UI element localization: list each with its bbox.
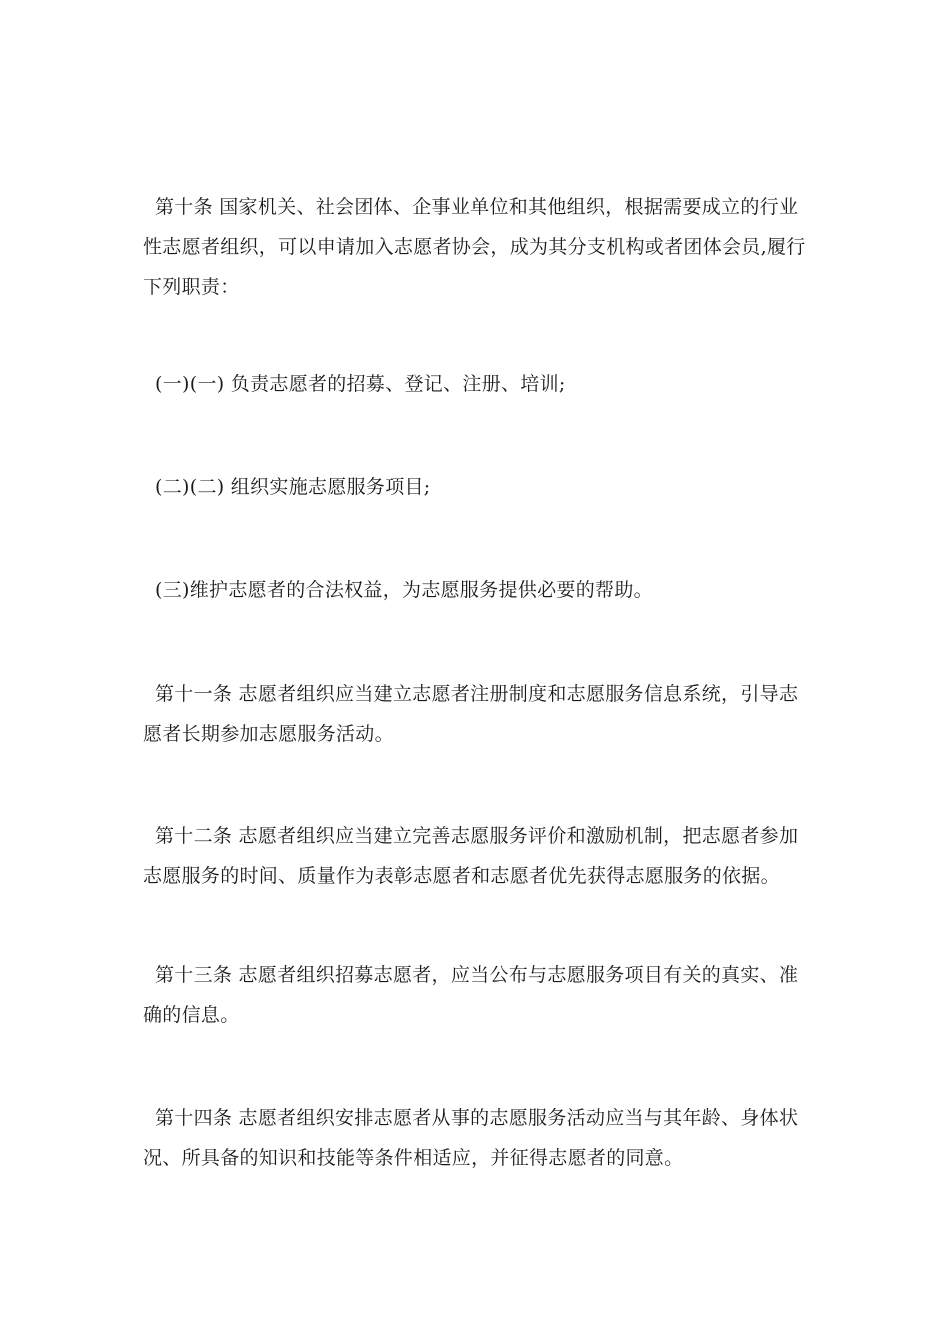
article-13-paragraph: 第十三条 志愿者组织招募志愿者，应当公布与志愿服务项目有关的真实、准确的信息。 <box>143 964 799 1026</box>
article-12-paragraph: 第十二条 志愿者组织应当建立完善志愿服务评价和激励机制，把志愿者参加志愿服务的时间、质量作为表彰志愿者和志愿者优先获得志愿服务的依据。 <box>143 825 799 887</box>
article-10-item-3: (三)维护志愿者的合法权益，为志愿服务提供必要的帮助。 <box>155 579 653 601</box>
article-10-item-1: (一)(一) 负责志愿者的招募、登记、注册、培训; <box>155 373 566 395</box>
article-14-paragraph: 第十四条 志愿者组织安排志愿者从事的志愿服务活动应当与其年龄、身体状况、所具备的知识和技能等条件相适应，并征得志愿者的同意。 <box>143 1107 799 1169</box>
article-10-item-2: (二)(二) 组织实施志愿服务项目; <box>155 476 431 498</box>
article-11-paragraph: 第十一条 志愿者组织应当建立志愿者注册制度和志愿服务信息系统，引导志愿者长期参加志愿服务活动。 <box>143 683 799 745</box>
article-10-paragraph: 第十条 国家机关、社会团体、企事业单位和其他组织，根据需要成立的行业性志愿者组织，可以申请加入志愿者协会，成为其分支机构或者团体会员,履行下列职责： <box>143 196 806 298</box>
